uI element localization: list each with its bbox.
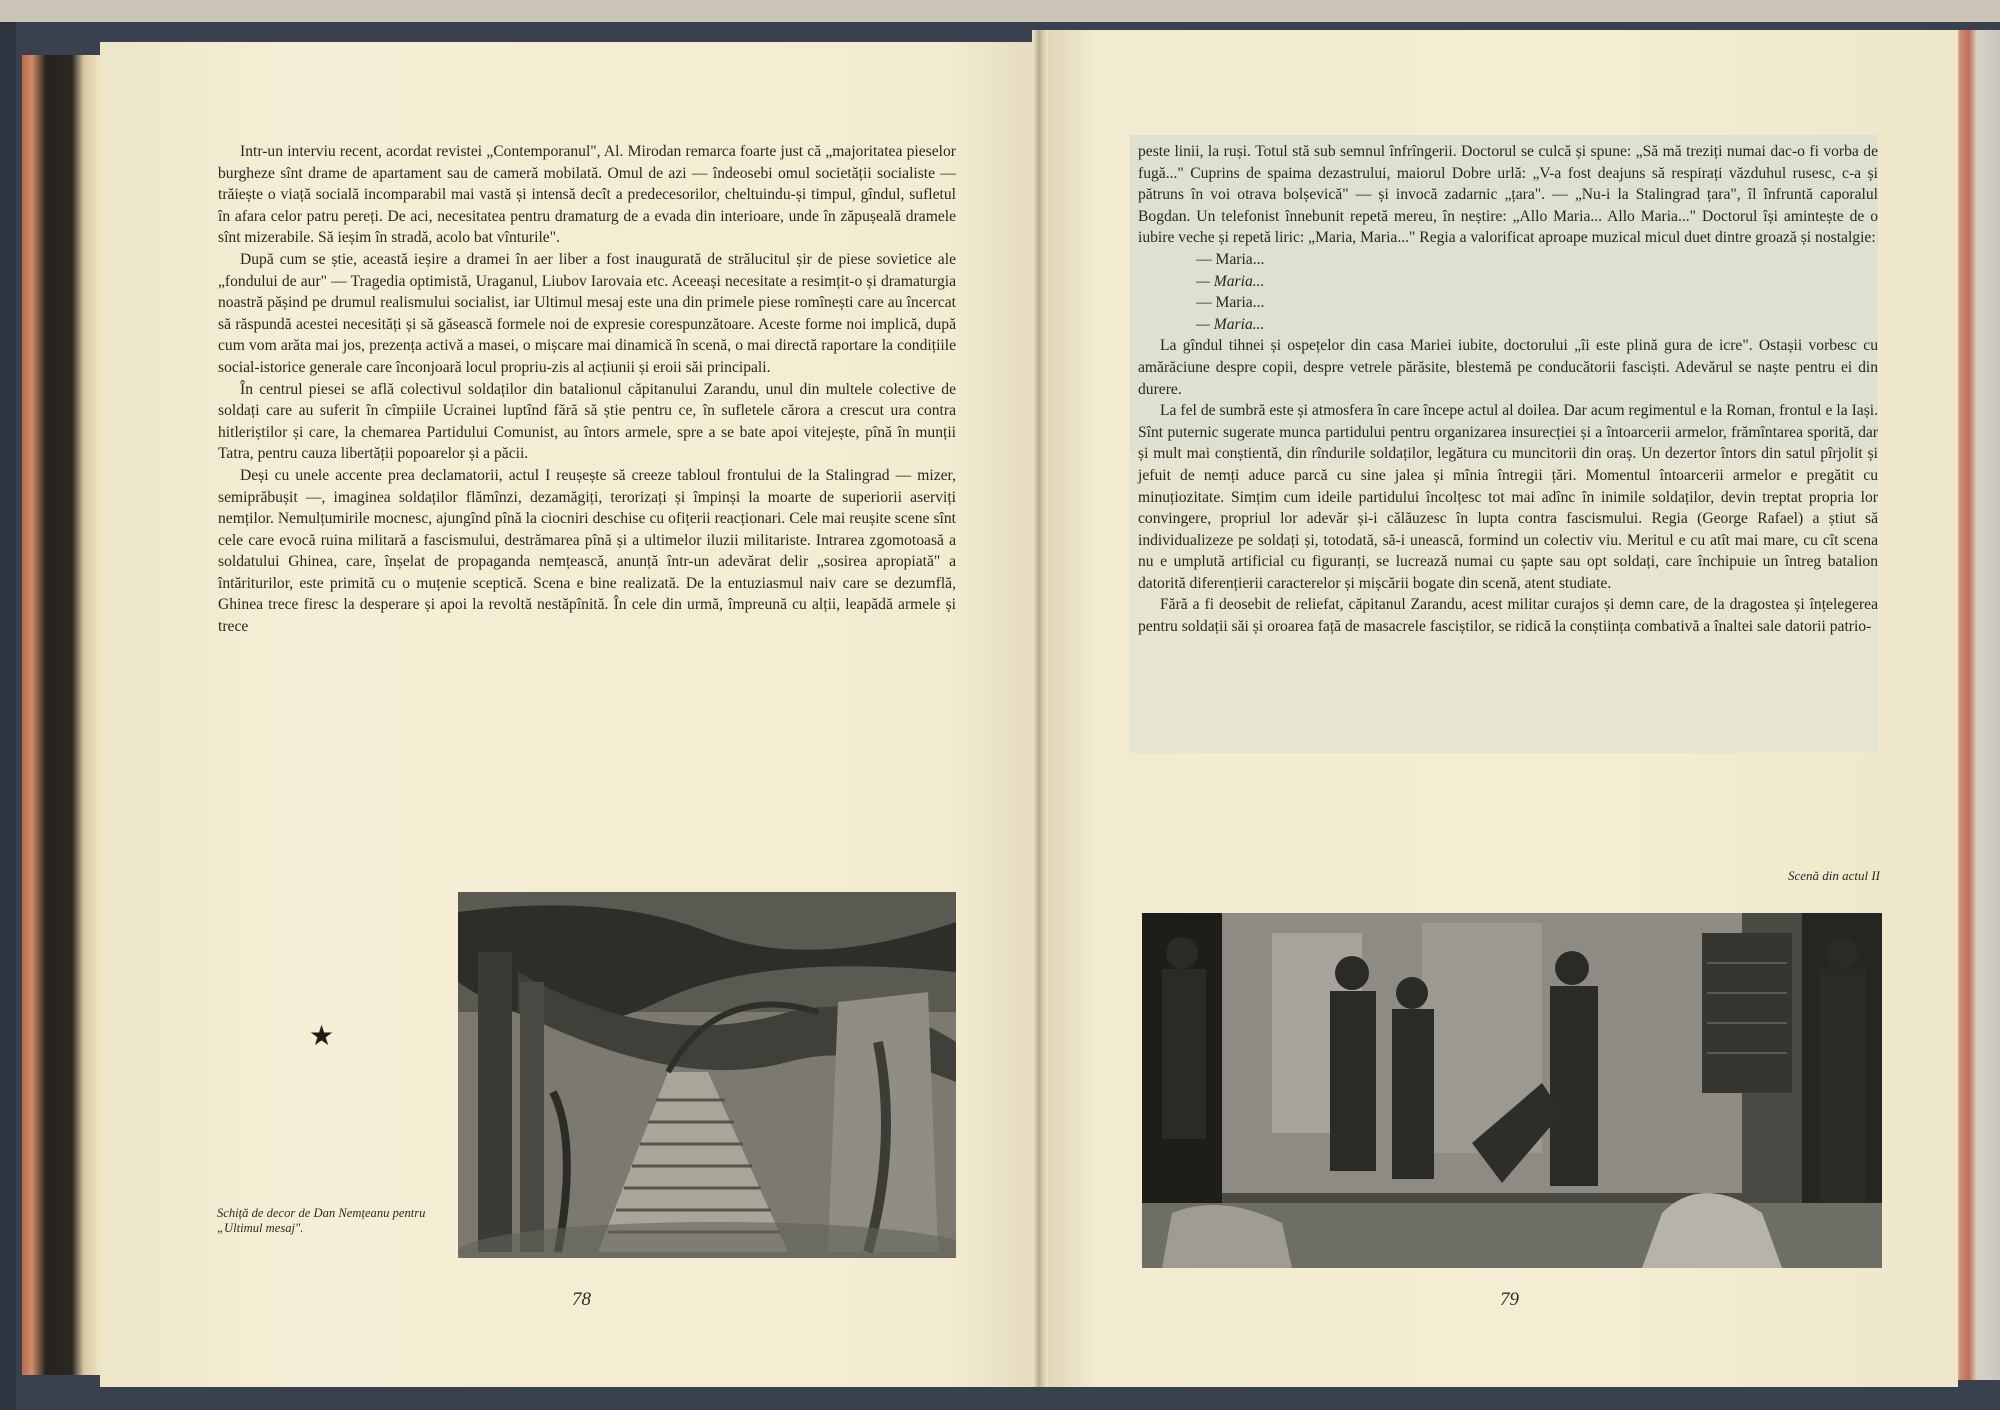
- paragraph: După cum se știe, această ieșire a dramei în aer liber a fost inaugurată de strălucitul șir de piese sovietice ale „fondului de aur" — Tragedia optimistă, Uraganul, Liubov Iarovaia etc. Aceeași necesitate a resimțit-o și dramaturgia noastră pășind pe drumul realismului socialist, iar Ultimul mesaj este una din primele piese romînești care au încercat să răspundă acestei necesități și să găsească formele noi de expresie corespunzătoare. Aceste forme noi implică, după cum vom arăta mai jos, prezența activă a masei, o mișcare mai dinamică în scenă, o mai directă raportare la condițiile social-istorice generale care înconjoară locul propriu-zis al acțiunii și eroii săi principali.: [218, 250, 956, 376]
- scan-background: [0, 0, 2000, 22]
- book-edge-right: [1955, 30, 2000, 1380]
- book-gutter: [1032, 30, 1048, 1387]
- book-edge-left: [22, 55, 100, 1375]
- photo-caption: Scenă din actul II: [1787, 868, 1880, 883]
- stage-sketch-illustration: [458, 892, 956, 1258]
- stage-sketch-drawing: [458, 892, 956, 1258]
- paragraph: peste linii, la ruși. Totul stă sub semnul înfrîngerii. Doctorul se culcă și spune: „Să mă treziți numai dac-o fi vorba de fugă..." Cuprins de spaima dezastrului, maiorul Dobre urlă: „V-a fost deajuns să respirați văzduhul rusesc, c-a și pătruns în voi otrava bolșevică" — și invocă zadarnic „țara". — „Nu-i la Stalingrad țara", îl înfruntă caporalul Bogdan. Un telefonist înnebunit repetă mereu, în neștire: „Allo Maria... Allo Maria..." Doctorul își amintește de o iubire veche și repetă liric: „Maria, Maria..." Regia a valorificat aproape muzical micul duet dintre groază și nostalgie:: [1138, 143, 1878, 247]
- page-number: 79: [1500, 1289, 1519, 1310]
- paragraph: La fel de sumbră este și atmosfera în care începe actul al doilea. Dar acum regimentul e la Roman, frontul e la Iași. Sînt puternic sugerate munca partidului pentru organizarea insurecției și a întoarcerii armelor, frămîntarea sporită, dar și mult mai conștientă, din rîndurile soldaților, legătura cu muncitorii din oraș. Un dezertor întors din satul pîrjolit și jefuit de nemți aduce parcă cu sine jalea și mînia întregii țări. Momentul întoarcerii armelor e pregătit cu minuțiozitate. Simțim cum ideile partidului încolțesc tot mai adînc în inimile soldaților, devin treptat propria lor convingere, propriul lor adevăr și-i călăuzesc în lupta contra fascismului. Regia (George Rafael) a știut să individualizeze pe soldați și, totodată, să-i unească, formind un colectiv viu. Meritul e cu atît mai mare, cu cît scena nu e umplută artificial cu figuranți, se lucrează numai cu șapte sau opt soldați, care închipuie un întreg batalion datorită diferențierii caracterelor și mișcării bogate din scenă, atent studiate.: [1138, 402, 1878, 592]
- stage-scene-photo-image: [1142, 913, 1882, 1268]
- dialogue-line: — Maria...: [1196, 250, 1265, 268]
- star-ornament: ★: [309, 1021, 335, 1052]
- figure-caption: Schiță de decor de Dan Nemțeanu pentru „Ultimul mesaj".: [217, 1206, 426, 1235]
- paragraph: Fără a fi deosebit de reliefat, căpitanul Zarandu, acest militar curajos și demn care, de la dragostea și înțelegerea pentru soldații săi și oroarea față de masacrele fasciștilor, se ridică la conștiința combativă a înaltei sale datorii patrio-: [1138, 596, 1878, 636]
- page-number: 78: [572, 1289, 591, 1310]
- dialogue-line: — Maria...: [1196, 272, 1265, 290]
- left-page-text: [218, 141, 956, 638]
- right-page-text: [1138, 141, 1878, 638]
- paragraph: Intr-un interviu recent, acordat revistei „Contemporanul", Al. Mirodan remarca foarte just că „majoritatea pieselor burgheze sînt drame de apartament sau de cameră mobilată. Omul de azi — îndeosebi omul societății socialiste — trăiește o viață socială incomparabil mai vastă și intensă decît a predecesorilor, cheltuindu-și timpul, gîndul, sufletul în afara celor patru pereți. De aci, necesitatea pentru dramaturg de a evada din interioare, unde în zăpușeală dramele sînt mizerabile. Să ieșim în stradă, acolo bat vînturile".: [218, 143, 956, 247]
- paragraph: La gîndul tihnei și ospețelor din casa Mariei iubite, doctorului „îi este plină gura de icre". Ostașii vorbesc cu amărăciune despre copii, despre vetrele părăsite, blestemă pe conducătorii fasciști. Adevărul se naște pentru ei din durere.: [1138, 337, 1878, 398]
- stage-scene-photo: [1142, 913, 1882, 1268]
- paragraph: Deși cu unele accente prea declamatorii, actul I reușește să creeze tabloul frontului de la Stalingrad — mizer, semiprăbușit —, imaginea soldaților flămînzi, dezamăgiți, terorizați și împinși la moarte de superiorii aserviți nemților. Nemulțumirile mocnesc, ajungînd pînă la ciocniri deschise cu ofițerii reacționari. Cele mai reușite scene sînt cele care evocă ruina militară a fascismului, destrămarea pînă și a ultimelor iluzii militariste. Intrarea zgomotoasă a soldatului Ghinea, care, înșelat de propaganda nemțească, anunță într-un adevărat delir „sosirea apropiată" a întăriturilor, este primită cu o muțenie sceptică. Scena e bine realizată. De la entuziasmul naiv care se dezumflă, Ghinea trece firesc la desperare și apoi la revoltă nestăpînită. În cele din urmă, împreună cu alții, leapădă armele și trece: [218, 466, 956, 636]
- paragraph: În centrul piesei se află colectivul soldaților din batalionul căpitanului Zarandu, unul din multele colective de soldați care au suferit în cîmpiile Ucrainei luptînd fără să știe pentru ce, în sufletele cărora a crescut ura contra hitleriștilor și care, la chemarea Partidului Comunist, au întors armele, spre a se bate apoi vitejește, pînă în munții Tatra, pentru cauza libertății popoarelor și a păcii.: [218, 380, 956, 463]
- dialogue-line: — Maria...: [1196, 315, 1265, 333]
- dialogue-line: — Maria...: [1196, 294, 1265, 312]
